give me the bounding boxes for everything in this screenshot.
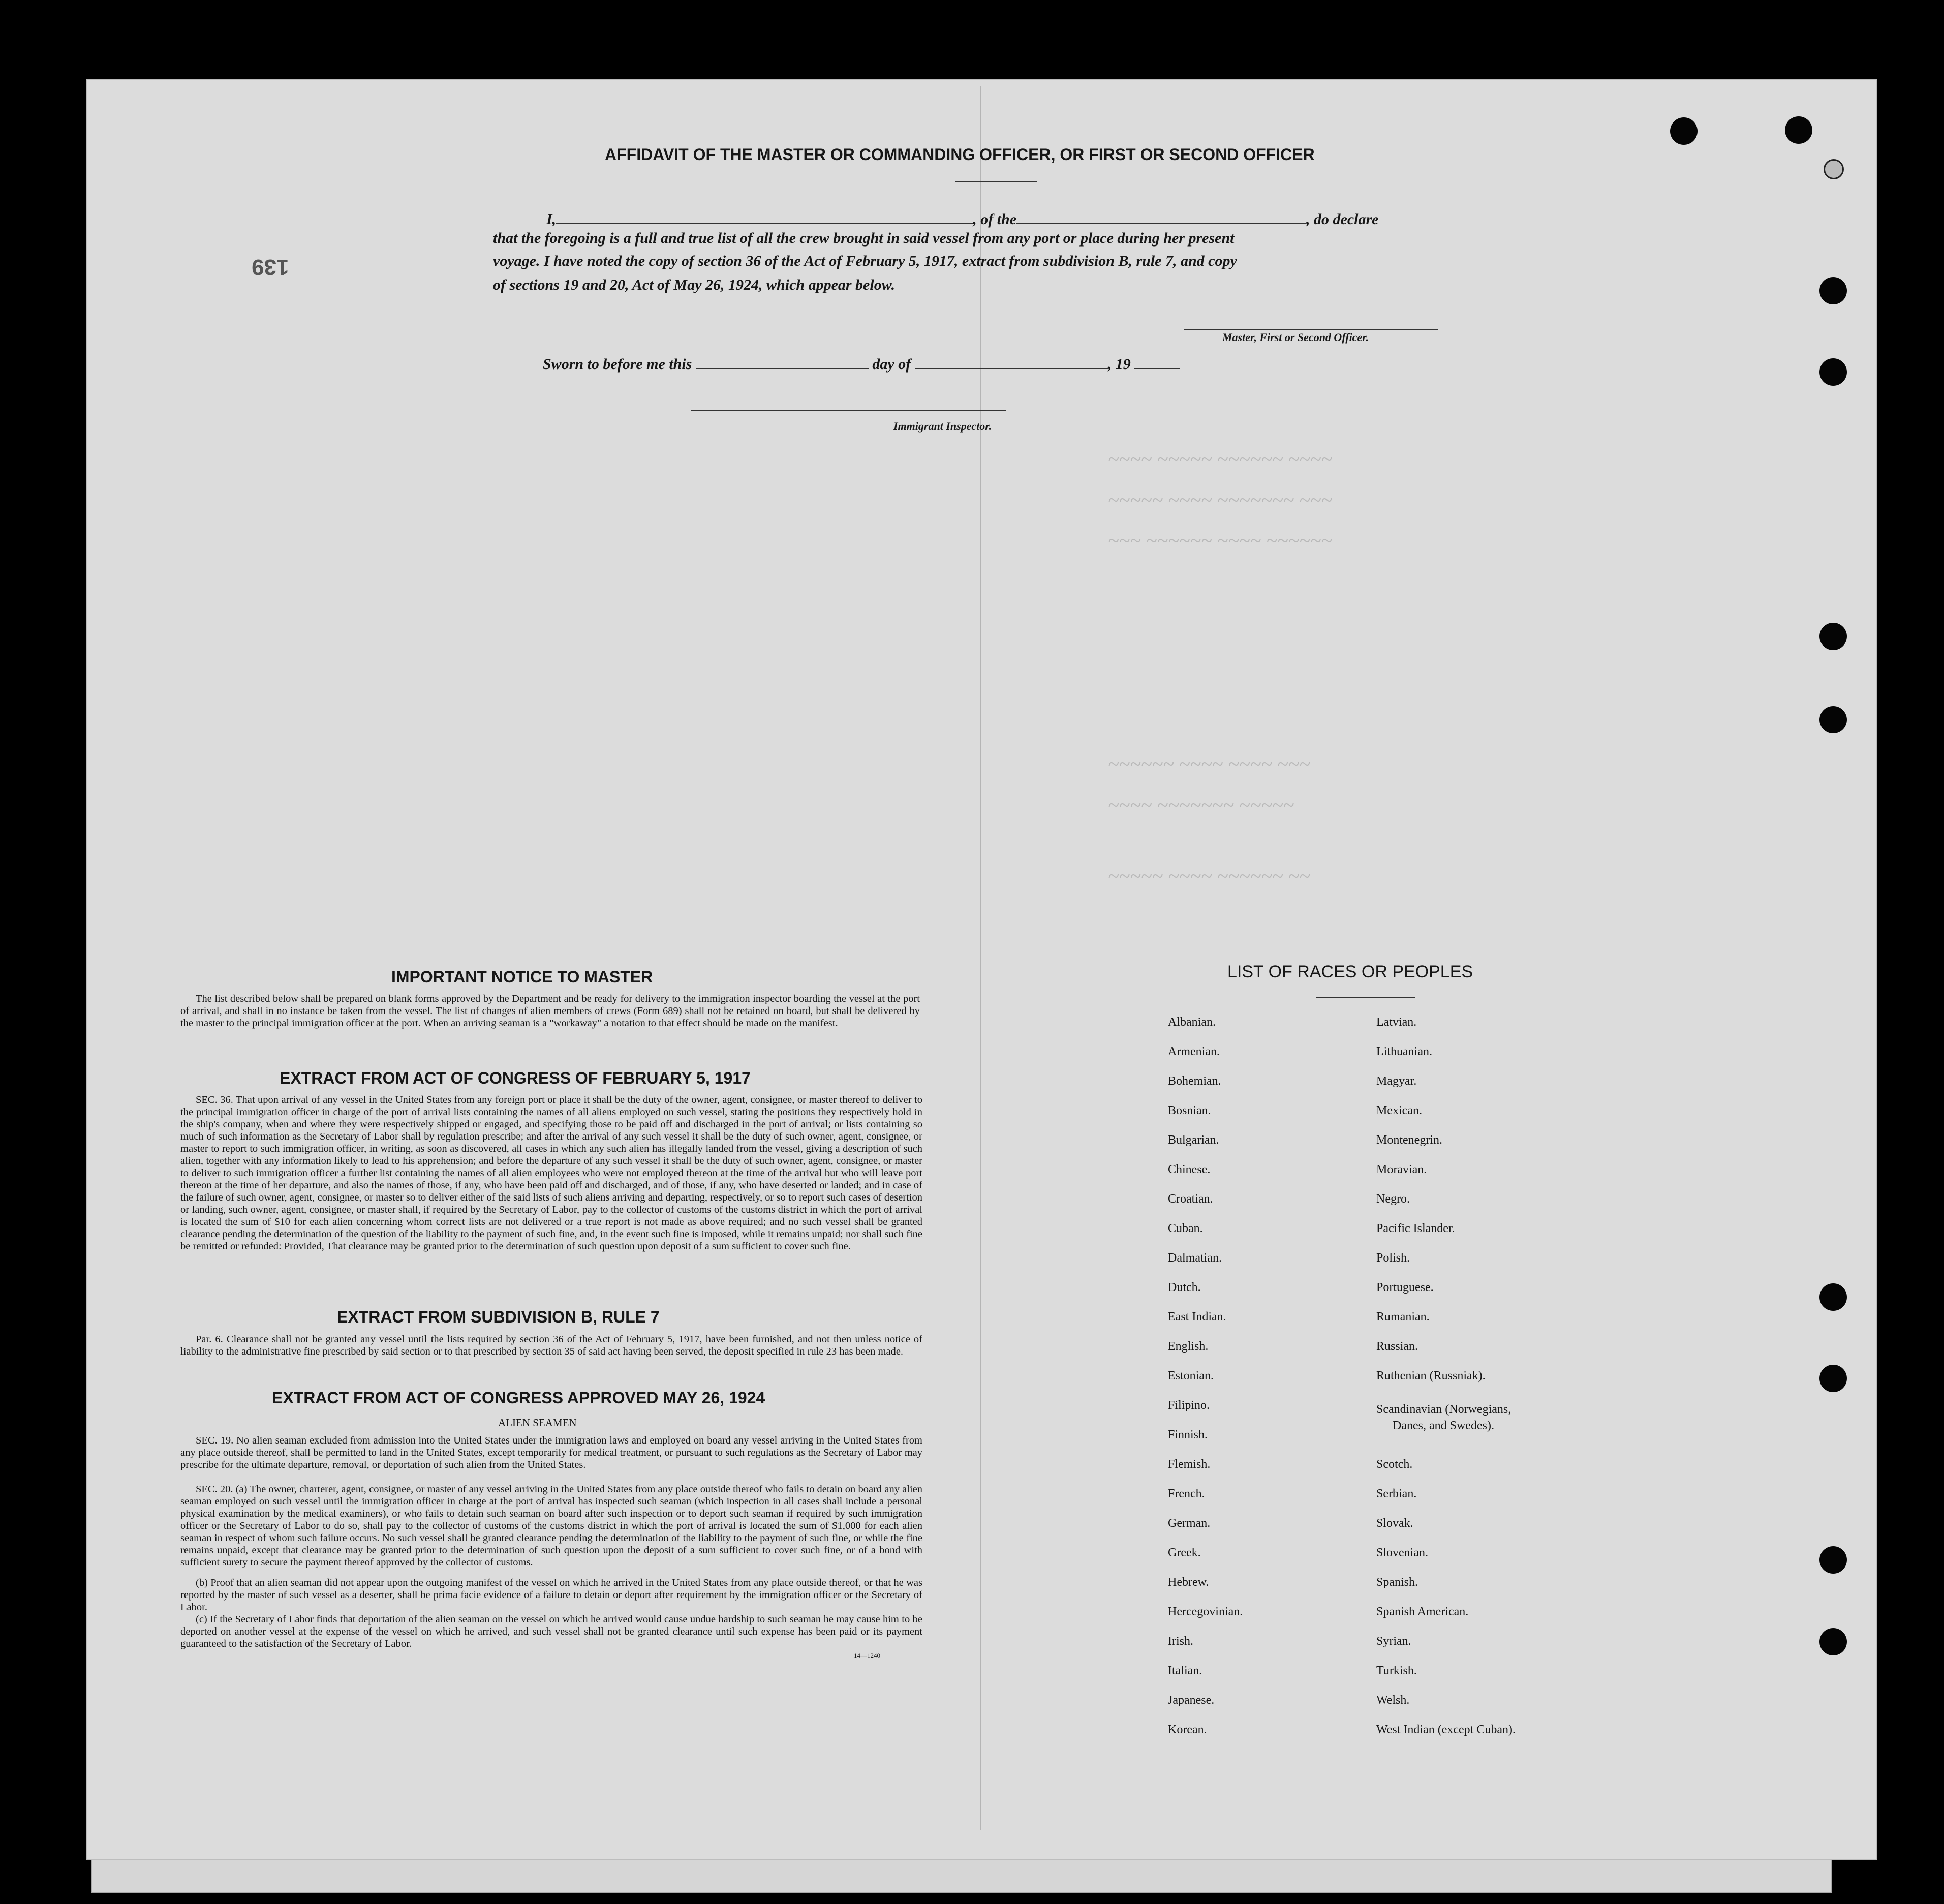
race-item: East Indian. [1168,1310,1226,1324]
name-blank [556,223,973,224]
punch-hole [1819,1628,1847,1655]
race-item: Hebrew. [1168,1576,1209,1589]
race-item: Scotch. [1376,1458,1413,1471]
sworn-month-blank [915,368,1108,369]
punch-hole [1819,623,1847,650]
race-item: Pacific Islander. [1376,1222,1455,1235]
race-item: Japanese. [1168,1694,1215,1707]
punch-hole [1670,117,1698,145]
bleed-through-text: ~~~~~~ ~~~~ ~~~~ ~~~ [1108,753,1310,776]
race-item: Bosnian. [1168,1104,1211,1117]
page-fold [980,86,981,1830]
race-item: Dalmatian. [1168,1251,1222,1265]
race-item: Bohemian. [1168,1074,1221,1088]
race-item: Rumanian. [1376,1310,1430,1324]
punch-hole [1819,1365,1847,1392]
race-item: Filipino. [1168,1399,1210,1412]
punch-hole [1819,706,1847,733]
affidavit-line-1 [546,211,1378,228]
affidavit-title: AFFIDAVIT OF THE MASTER OR COMMANDING OFFICER, OR FIRST OR SECOND OFFICER [605,145,1315,164]
bleed-through-text: ~~~~~ ~~~~ ~~~~~~~ ~~~ [1108,488,1333,511]
race-item: Italian. [1168,1664,1202,1677]
affidavit-of-the: , of the [973,211,1017,228]
races-title: LIST OF RACES OR PEOPLES [1227,962,1473,981]
punch-hole [1819,277,1847,304]
extract-1924-title: EXTRACT FROM ACT OF CONGRESS APPROVED MAY 26, 1924 [272,1389,765,1407]
sec-19-text: SEC. 19. No alien seaman excluded from admission into the United States under the immigration laws and employed on board any vessel arriving in the United States from any place outside thereof, shall be permitted to land in the United States, except temporarily for medical treatment, or pursuant to such regulations as the Secretary of Labor may prescribe for the ultimate departure, removal, or deportation of such alien from the United States. [180,1435,922,1470]
rule7-title: EXTRACT FROM SUBDIVISION B, RULE 7 [337,1308,660,1326]
race-item: Spanish American. [1376,1605,1469,1618]
race-item-continuation: Danes, and Swedes). [1393,1419,1494,1432]
bleed-through-text: ~~~~ ~~~~~~~ ~~~~~ [1108,793,1294,816]
affidavit-do-declare: , do declare [1306,211,1379,228]
race-item: Serbian. [1376,1487,1417,1500]
notice-text: The list described below shall be prepared on blank forms approved by the Department and be ready for delivery to the immigration inspector boarding the vessel at the port of arrival, and shall in no instance be taken from the vessel. The list of changes of alien members of crews (Form 689) shall not be retained on board, but shall be delivered by the master to the principal immigration officer at the port. When an arriving seaman is a "workaway" a notation to that effect should be made on the manifest. [180,993,920,1029]
race-item: Finnish. [1168,1428,1208,1441]
race-item: Ruthenian (Russniak). [1376,1369,1486,1383]
race-item: Spanish. [1376,1576,1418,1589]
affidavit-i: I, [546,211,557,228]
race-item: Chinese. [1168,1163,1211,1176]
inspector-caption: Immigrant Inspector. [893,420,992,433]
bleed-through-text: ~~~~~ ~~~~ ~~~~~~ ~~ [1108,865,1310,887]
sworn-year: , 19 [1107,356,1131,373]
race-item: Armenian. [1168,1045,1220,1058]
race-item: Slovak. [1376,1517,1413,1530]
race-item: Albanian. [1168,1016,1216,1029]
affidavit-line-2: that the foregoing is a full and true list of all the crew brought in said vessel from any port or place during her present [493,230,1235,247]
extract-1917-title: EXTRACT FROM ACT OF CONGRESS OF FEBRUARY 5, 1917 [280,1069,751,1087]
sec-20a-text: SEC. 20. (a) The owner, charterer, agent, consignee, or master of any vessel arriving in the United States from any place outside thereof who fails to detain on board any alien seaman employed on such vessel until the immigration officer in charge at the port of arrival has inspected such seaman (which inspection in all cases shall include a personal physical examination by the medical examiners), or who fails to detain such seaman on board after such inspection or to deport such seaman if required by such immigration officer or the Secretary of Labor to do so, shall pay to the collector of customs of the customs district in which the port of arrival is located the sum of $1,000 for each alien seaman in respect of whom such failure occurs. No such vessel shall be granted clearance pending the determination of the liability to the payment of such fine, or while the fine remains unpaid, except that clearance may be granted prior to the determination of such question upon the deposit of a sum sufficient to cover such fine, or of a bond with sufficient surety to secure the payment thereof approved by the collector of customs. [180,1484,922,1568]
race-item: Lithuanian. [1376,1045,1432,1058]
inspector-line [691,410,1006,411]
extract-1924-subtitle: ALIEN SEAMEN [498,1417,577,1429]
notice-title: IMPORTANT NOTICE TO MASTER [391,968,653,986]
title-underline [955,181,1037,182]
extract-1917-text: SEC. 36. That upon arrival of any vessel in the United States from any foreign port or place it shall be the duty of the owner, agent, consignee, or master thereof to deliver to the principal immigration officer in charge of the port of arrival lists containing the names of all aliens employed on such vessel, stating the positions they respectively hold in the ship's company, when and where they were respectively shipped or engaged, and specifying those to be paid off and discharged in the port of arrival; or lists containing so much of such information as the Secretary of Labor shall by regulation prescribe; and after the arrival of any such vessel it shall be the duty of such owner, agent, consignee, or master to report to such immigration officer, in writing, as soon as discovered, all cases in which any such alien has illegally landed from the vessel, giving a description of such alien, together with any information likely to lead to his apprehension; and before the departure of any such vessel it shall be the duty of such owner, agent, consignee, or master to deliver to such immigration officer a further list containing the names of all alien employees who were not employed thereon at the time of the arrival but who will leave port thereon at the time of her departure, and also the names of those, if any, who have been paid off and discharged, and of those, if any, who have deserted or landed; and in case of the failure of such owner, agent, consignee, or master so to deliver either of the said lists of such aliens arriving and departing, respectively, or so to report such cases of desertion or landing, such owner, agent, consignee, or master shall, if required by the Secretary of Labor, pay to the collector of customs of the customs district in which the port of arrival is located the sum of $10 for each alien concerning whom correct lists are not delivered or a true report is not made as above required; and no such vessel shall be granted clearance pending the determination of the question of the liability to the payment of such fine, and, in the event such fine is imposed, while it remains unpaid; nor shall such fine be remitted or refunded: Provided, That clearance may be granted prior to the determination of such question upon deposit of a sum sufficient to cover such fine. [180,1094,922,1252]
race-item: Scandinavian (Norwegians, [1376,1403,1511,1416]
race-item: Mexican. [1376,1104,1422,1117]
sec-20b-text: (b) Proof that an alien seaman did not appear upon the outgoing manifest of the vessel on which he arrived in the United States from any place outside thereof, or that he was reported by the master of such vessel as a deserter, shall be prima facie evidence of a failure to detain or deport after requirement by the immigration officer or the Secretary of Labor. [180,1577,922,1613]
sworn-day-of: day of [872,356,911,373]
punch-hole [1785,116,1812,144]
punch-hole [1819,358,1847,386]
race-item: Moravian. [1376,1163,1427,1176]
race-item: Magyar. [1376,1074,1417,1088]
affidavit-line-3: voyage. I have noted the copy of section 36 of the Act of February 5, 1917, extract from subdivision B, rule 7, and copy [493,253,1237,269]
bleed-through-text: ~~~ ~~~~~~ ~~~~ ~~~~~~ [1108,529,1333,552]
race-item: French. [1168,1487,1205,1500]
race-item: Russian. [1376,1340,1418,1353]
sworn-year-blank [1134,368,1180,369]
race-item: Welsh. [1376,1694,1410,1707]
race-item: West Indian (except Cuban). [1376,1723,1516,1736]
race-item: Flemish. [1168,1458,1211,1471]
race-item: Polish. [1376,1251,1410,1265]
race-item: German. [1168,1517,1211,1530]
race-item: Korean. [1168,1723,1207,1736]
race-item: Cuban. [1168,1222,1203,1235]
form-number: 14—1240 [854,1652,880,1660]
sworn-prefix: Sworn to before me this [543,356,692,373]
signature-line [1184,329,1438,330]
race-item: Portuguese. [1376,1281,1434,1294]
punch-hole [1824,159,1844,179]
sworn-line [543,356,1180,373]
rule7-text: Par. 6. Clearance shall not be granted any vessel until the lists required by section 36 of the Act of February 5, 1917, have been furnished, and not then unless notice of liability to the administrative fine prescribed by said section or to that prescribed by section 35 of said act having been served, the deposit specified in rule 23 has been made. [180,1334,922,1357]
punch-hole [1819,1283,1847,1311]
margin-number: 139 [252,255,289,280]
race-item: Greek. [1168,1546,1201,1559]
races-title-underline [1316,997,1415,998]
vessel-blank [1016,223,1306,224]
race-item: Estonian. [1168,1369,1214,1383]
race-item: Turkish. [1376,1664,1417,1677]
race-item: Dutch. [1168,1281,1201,1294]
punch-hole [1819,1546,1847,1574]
race-item: Montenegrin. [1376,1133,1442,1147]
signature-caption: Master, First or Second Officer. [1222,331,1369,344]
race-item: Hercegovinian. [1168,1605,1243,1618]
race-item: Slovenian. [1376,1546,1428,1559]
sworn-day-blank [696,368,869,369]
race-item: English. [1168,1340,1209,1353]
race-item: Croatian. [1168,1192,1213,1206]
race-item: Latvian. [1376,1016,1417,1029]
affidavit-line-4: of sections 19 and 20, Act of May 26, 1924, which appear below. [493,277,896,293]
race-item: Irish. [1168,1635,1193,1648]
bleed-through-text: ~~~~ ~~~~~ ~~~~~~ ~~~~ [1108,448,1333,471]
sec-20c-text: (c) If the Secretary of Labor finds that deportation of the alien seaman on the vessel on which he arrived would cause undue hardship to such seaman he may cause him to be deported on another vessel at the expense of the vessel on which he arrived, and such vessel shall not be granted clearance until such expense has been paid or its payment guaranteed to the satisfaction of the Secretary of Labor. [180,1614,922,1649]
race-item: Syrian. [1376,1635,1411,1648]
race-item: Negro. [1376,1192,1410,1206]
race-item: Bulgarian. [1168,1133,1219,1147]
